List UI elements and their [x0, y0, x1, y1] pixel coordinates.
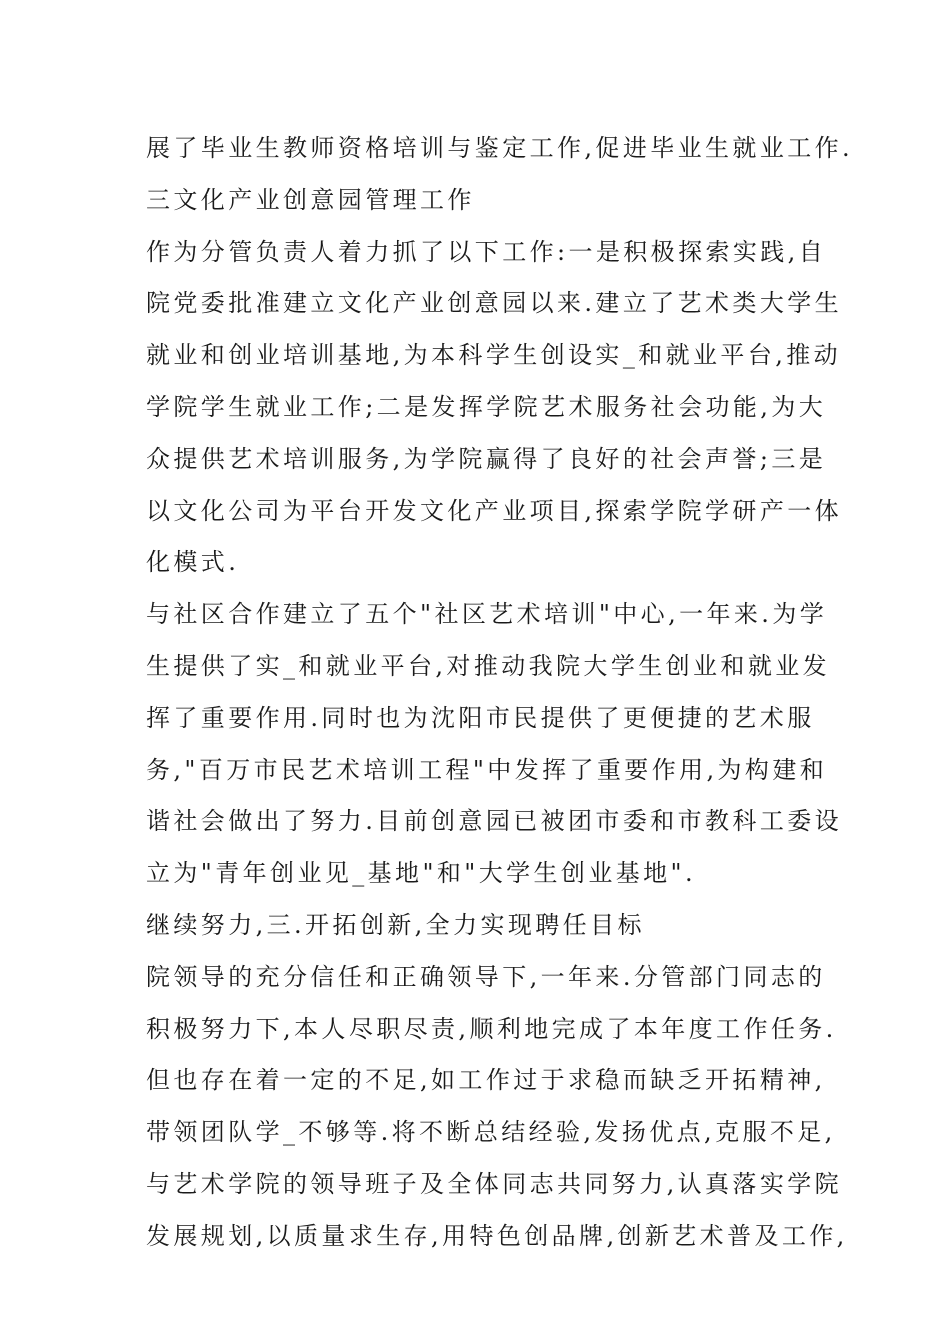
text-line: 院领导的充分信任和正确领导下,一年来.分管部门同志的 — [146, 962, 826, 991]
text-line: 生提供了实_和就业平台,对推动我院大学生创业和就业发 — [146, 651, 831, 680]
text-line: 但也存在着一定的不足,如工作过于求稳而缺乏开拓精神, — [146, 1066, 826, 1095]
text-line: 众提供艺术培训服务,为学院赢得了良好的社会声誉;三是 — [146, 444, 827, 473]
text-line: 展了毕业生教师资格培训与鉴定工作,促进毕业生就业工作. — [146, 134, 854, 162]
text-line: 带领团队学_不够等.将不断总结经验,发扬优点,克服不足, — [146, 1118, 836, 1147]
text-line: 务,"百万市民艺术培训工程"中发挥了重要作用,为构建和 — [146, 755, 828, 784]
text-line: 与社区合作建立了五个"社区艺术培训"中心,一年来.为学 — [146, 600, 828, 629]
text-line: 以文化公司为平台开发文化产业项目,探索学院学研产一体 — [146, 496, 843, 525]
text-line: 学院学生就业工作;二是发挥学院艺术服务社会功能,为大 — [146, 392, 827, 421]
text-line: 与艺术学院的领导班子及全体同志共同努力,认真落实学院 — [146, 1169, 843, 1198]
text-line: 就业和创业培训基地,为本科学生创设实_和就业平台,推动 — [146, 341, 842, 370]
section-heading: 继续努力,三.开拓创新,全力实现聘任目标 — [146, 910, 645, 939]
text-line: 立为"青年创业见_基地"和"大学生创业基地". — [146, 859, 696, 888]
text-line: 积极努力下,本人尽职尽责,顺利地完成了本年度工作任务. — [146, 1014, 837, 1043]
text-line: 院党委批准建立文化产业创意园以来.建立了艺术类大学生 — [146, 289, 843, 318]
text-line: 挥了重要作用.同时也为沈阳市民提供了更便捷的艺术服 — [146, 703, 815, 732]
text-line: 作为分管负责人着力抓了以下工作:一是积极探索实践,自 — [146, 237, 827, 266]
text-line: 化模式. — [146, 548, 240, 577]
body-text — [146, 123, 854, 1263]
text-line: 发展规划,以质量求生存,用特色创品牌,创新艺术普及工作, — [146, 1221, 848, 1250]
text-line: 谐社会做出了努力.目前创意园已被团市委和市教科工委设 — [146, 807, 843, 836]
section-heading: 三文化产业创意园管理工作 — [146, 185, 475, 214]
